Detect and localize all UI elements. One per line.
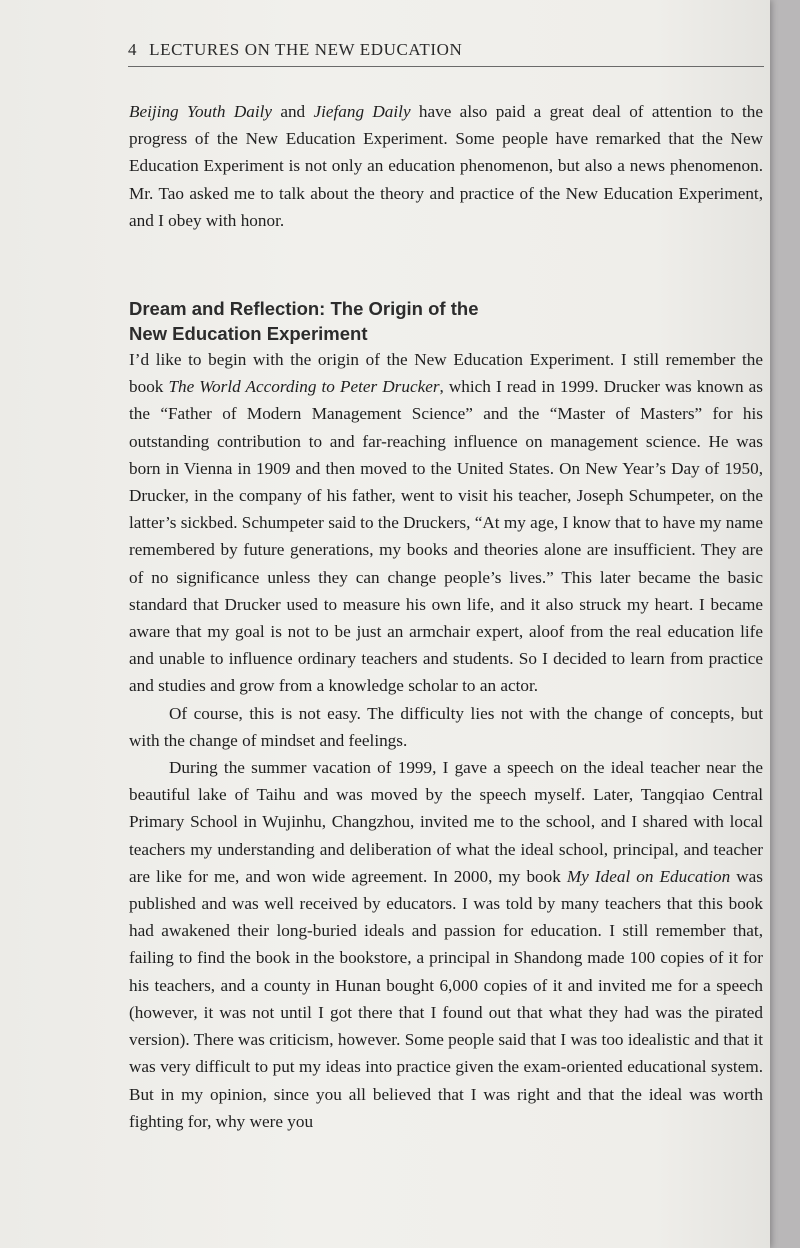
text-run: , which I read in 1999. Drucker was known as the “Father of Modern Management Science” and the “Master of Masters” for his outstanding contribution to and far-reaching influence on management science. He was born in Vienna in 1909 and then moved to the United States. On New Year’s Day of 1950, Drucker, in the company of his father, went to visit his teacher, Joseph Schumpeter, on the latter’s sickbed. Schumpeter said to the Druckers, “At my age, I know that to have my name remembered by future generations, my books and theories alone are insufficient. They are of no significance unless they can change people’s lives.” This later became the basic standard that Drucker used to measure his own life, and it also struck my heart. I became aware that my goal is not to be just an armchair expert, aloof from the real education life and unable to influence ordinary teachers and students. So I decided to learn from practice and studies and grow from a knowledge scholar to an actor. bbox=[129, 377, 764, 696]
text-run: and bbox=[272, 102, 314, 121]
book-title: The World According to Peter Drucker bbox=[168, 377, 440, 397]
text-run: was published and was well received by educators. I was told by many teachers that this book had awakened their long-buried ideals and passion for education. I still remember that, failing to find the book in the bookstore, a principal in Shandong made 100 copies of it for his teachers, and a county in Hunan bought 6,000 copies of it and invited me for a speech (however, it was not until I got there that I found out that what they had was the pirated version). There was criticism, however. Some people said that I was too idealistic and that it was very difficult to put my ideas into practice given the exam-oriented educational system. But in my opinion, since you all believed that I was right and that the ideal was worth fighting for, why were you bbox=[129, 866, 763, 1131]
running-header bbox=[128, 40, 764, 67]
text-run: During the summer vacation of 1999, I gave a speech on the ideal teacher near the beautiful lake of Taihu and was moved by the speech myself. Later, Tangqiao Central Primary School in Wujinhu, Changzhou, invited me to the school, and I shared with local teachers my understanding and deliberation of what the ideal school, principal, and teacher are like for me, and won wide agreement. In 2000, my book bbox=[129, 758, 763, 886]
heading-line: New Education Experiment bbox=[129, 323, 368, 345]
text-run: have also paid a great deal of attention to the progress of the New Education Experiment. Some people have remarked that the New Education Experiment is not only an education phenomenon, but also a news phenomenon. Mr. Tao asked me to talk about the theory and practice of the New Education Experiment, and I obey with honor. bbox=[129, 102, 763, 230]
newspaper-title: Beijing Youth Daily bbox=[129, 102, 273, 121]
newspaper-title: Jiefang Daily bbox=[313, 102, 411, 121]
heading-line: Dream and Reflection: The Origin of the bbox=[129, 298, 479, 320]
book-title: My Ideal on Education bbox=[566, 866, 731, 886]
paragraph-drucker bbox=[129, 346, 763, 700]
paragraph-ideal-teacher bbox=[129, 754, 763, 1135]
body-text bbox=[129, 98, 763, 1135]
page-number: 4 bbox=[128, 40, 138, 59]
paragraph-difficulty: Of course, this is not easy. The difficulty lies not with the change of concepts, but with the change of mindset and feelings. bbox=[129, 703, 763, 750]
section-spacer bbox=[129, 234, 763, 296]
text-run: I’d like to begin with the origin of the New Education Experiment. I still remember the book bbox=[129, 350, 763, 397]
section-heading bbox=[129, 296, 763, 346]
intro-paragraph bbox=[129, 98, 763, 234]
running-title: LECTURES ON THE NEW EDUCATION bbox=[149, 40, 463, 59]
